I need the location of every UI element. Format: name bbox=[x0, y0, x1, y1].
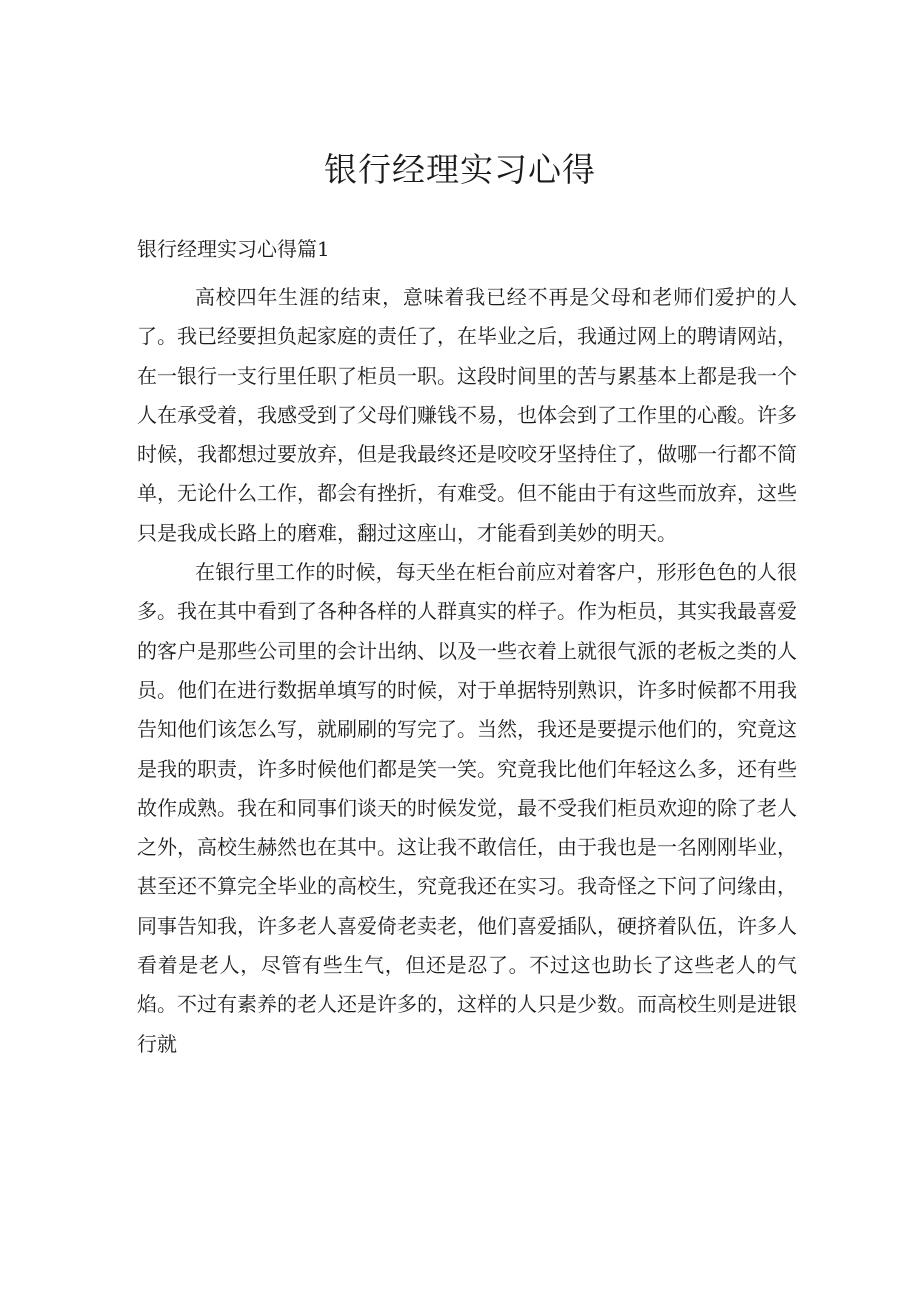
paragraph-2: 在银行里工作的时候，每天坐在柜台前应对着客户，形形色色的人很多。我在其中看到了各种各样的人群真实的样子。作为柜员，其实我最喜爱的客户是那些公司里的会计出纳、以及一些衣着上就很气派的老板之类的人员。他们在进行数据单填写的时候，对于单据特别熟识，许多时候都不用我告知他们该怎么写，就刷刷的写完了。当然，我还是要提示他们的，究竟这是我的职责，许多时候他们都是笑一笑。究竟我比他们年轻这么多，还有些故作成熟。我在和同事们谈天的时候发觉，最不受我们柜员欢迎的除了老人之外，高校生赫然也在其中。这让我不敢信任，由于我也是一名刚刚毕业，甚至还不算完全毕业的高校生，究竟我还在实习。我奇怪之下问了问缘由，同事告知我，许多老人喜爱倚老卖老，他们喜爱插队，硬挤着队伍，许多人看着是老人，尽管有些生气，但还是忍了。不过这也助长了这些老人的气焰。不过有素养的老人还是许多的，这样的人只是少数。而高校生则是进银行就 bbox=[137, 560, 797, 1056]
paragraph-1: 高校四年生涯的结束，意味着我已经不再是父母和老师们爱护的人了。我已经要担负起家庭的责任了，在毕业之后，我通过网上的聘请网站，在一银行一支行里任职了柜员一职。这段时间里的苦与累基本上都是我一个人在承受着，我感受到了父母们赚钱不易，也体会到了工作里的心酸。许多时候，我都想过要放弃，但是我最终还是咬咬牙坚持住了，做哪一行都不简单，无论什么工作，都会有挫折，有难受。但不能由于有这些而放弃，这些只是我成长路上的磨难，翻过这座山，才能看到美妙的明天。 bbox=[137, 285, 797, 545]
section-heading: 银行经理实习心得篇1 bbox=[137, 237, 330, 261]
document-title: 银行经理实习心得 bbox=[324, 150, 596, 189]
document-body bbox=[137, 278, 797, 1064]
